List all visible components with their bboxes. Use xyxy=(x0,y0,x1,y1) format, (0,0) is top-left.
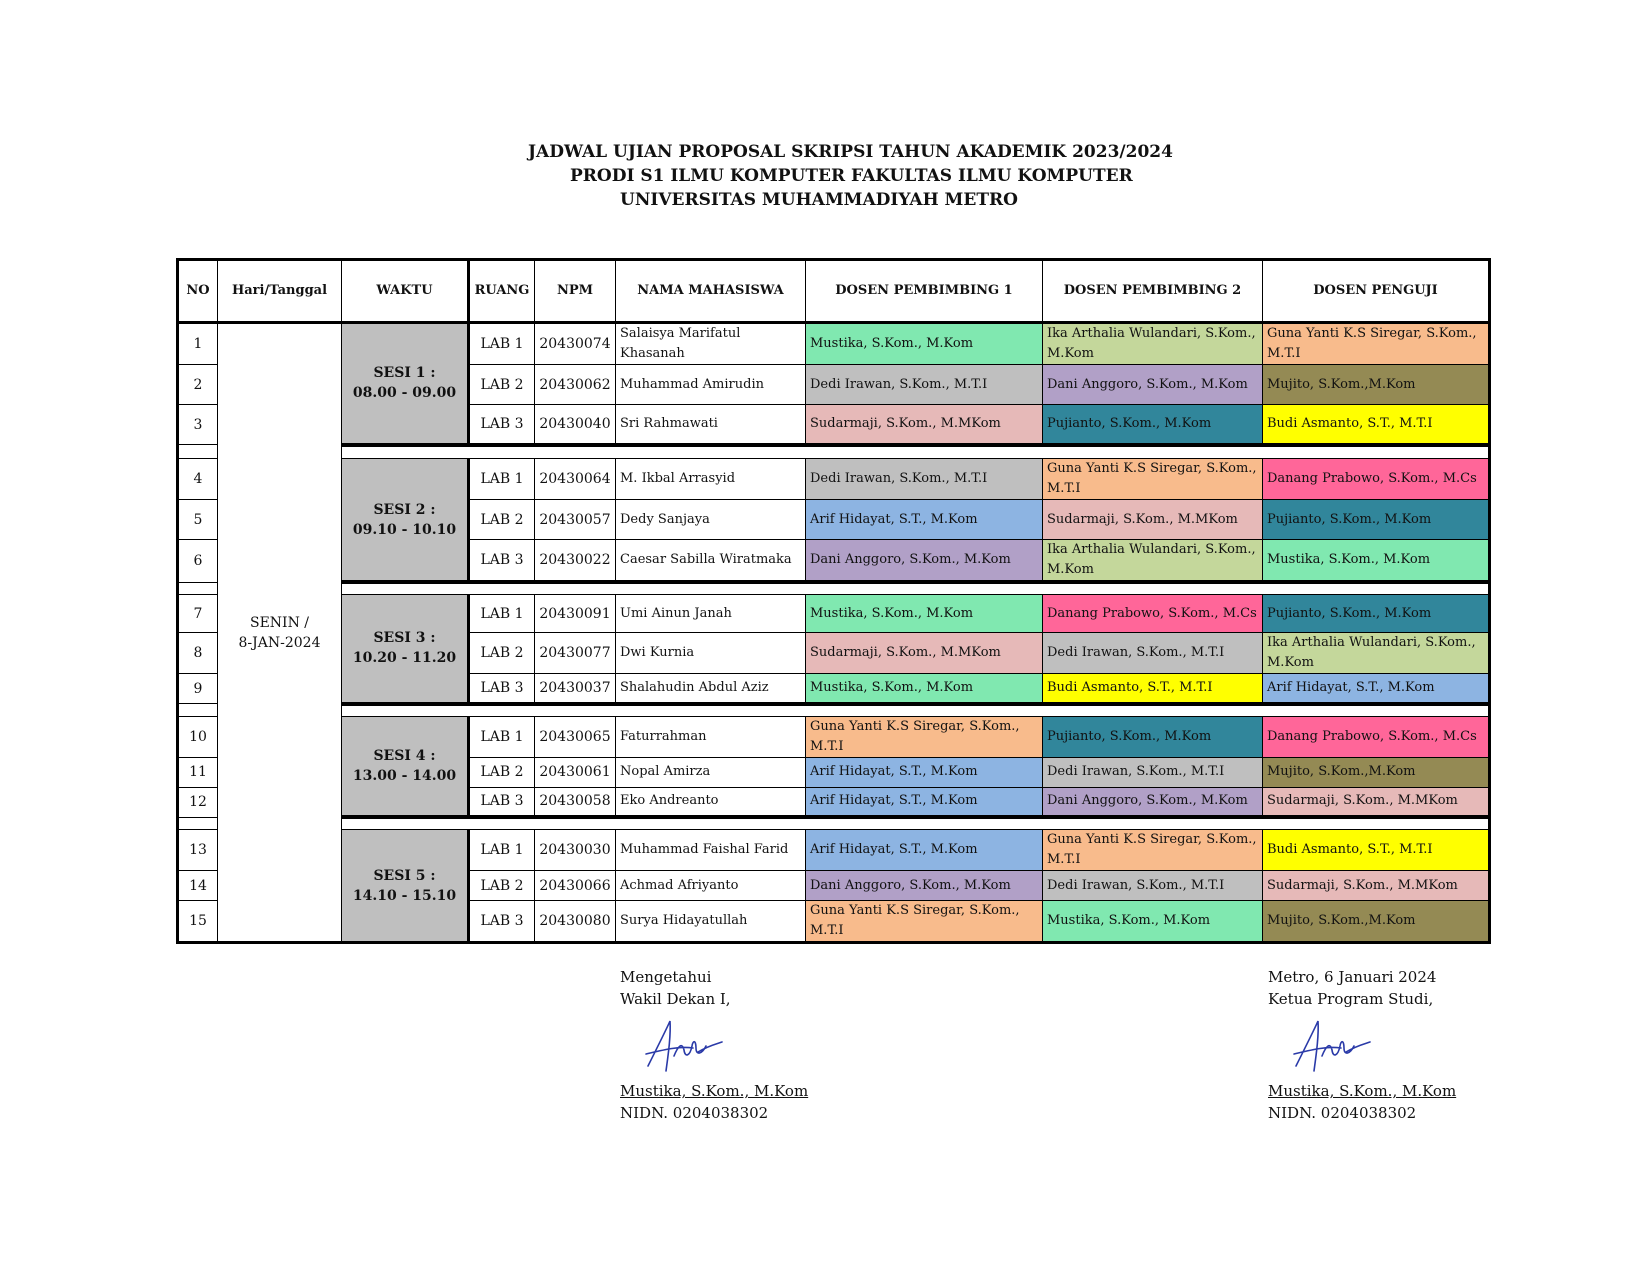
pembimbing-1-cell: Sudarmaji, S.Kom., M.MKom xyxy=(806,633,1043,674)
session-time: 10.20 - 11.20 xyxy=(352,650,457,667)
pembimbing-2-cell: Danang Prabowo, S.Kom., M.Cs xyxy=(1043,595,1263,633)
pembimbing-2-cell: Sudarmaji, S.Kom., M.MKom xyxy=(1043,500,1263,540)
room-cell: LAB 1 xyxy=(469,595,535,633)
room-cell: LAB 3 xyxy=(469,674,535,704)
row-no: 15 xyxy=(178,901,218,943)
signature-right-name: Mustika, S.Kom., M.Kom xyxy=(1268,1082,1457,1100)
separator-cell xyxy=(342,582,1490,595)
penguji-cell: Budi Asmanto, S.T., M.T.I xyxy=(1263,405,1490,445)
table-row xyxy=(178,323,1490,365)
npm-cell: 20430077 xyxy=(535,633,616,674)
row-no: 8 xyxy=(178,633,218,674)
pembimbing-1-cell: Arif Hidayat, S.T., M.Kom xyxy=(806,830,1043,871)
penguji-cell: Mustika, S.Kom., M.Kom xyxy=(1263,540,1490,583)
penguji-cell: Danang Prabowo, S.Kom., M.Cs xyxy=(1263,716,1490,757)
student-name-cell: Salaisya Marifatul Khasanah xyxy=(616,323,806,365)
student-name-cell: Muhammad Faishal Farid xyxy=(616,830,806,871)
pembimbing-2-cell: Ika Arthalia Wulandari, S.Kom., M.Kom xyxy=(1043,540,1263,583)
col-header-no: NO xyxy=(178,260,218,323)
session-label: SESI 1 : xyxy=(373,365,436,382)
col-header-nama: NAMA MAHASISWA xyxy=(616,260,806,323)
pembimbing-2-cell: Dedi Irawan, S.Kom., M.T.I xyxy=(1043,633,1263,674)
penguji-cell: Danang Prabowo, S.Kom., M.Cs xyxy=(1263,459,1490,500)
session-separator xyxy=(178,817,1490,830)
session-label: SESI 5 : xyxy=(373,867,436,884)
row-no: 3 xyxy=(178,405,218,445)
col-header-npm: NPM xyxy=(535,260,616,323)
separator-cell xyxy=(178,582,218,595)
pembimbing-1-cell: Guna Yanti K.S Siregar, S.Kom., M.T.I xyxy=(806,901,1043,943)
pembimbing-1-cell: Dedi Irawan, S.Kom., M.T.I xyxy=(806,365,1043,405)
pembimbing-1-cell: Dani Anggoro, S.Kom., M.Kom xyxy=(806,540,1043,583)
col-header-hari: Hari/Tanggal xyxy=(218,260,342,323)
row-no: 5 xyxy=(178,500,218,540)
npm-cell: 20430065 xyxy=(535,716,616,757)
session-time: 08.00 - 09.00 xyxy=(352,385,457,402)
student-name-cell: Dedy Sanjaya xyxy=(616,500,806,540)
row-no: 2 xyxy=(178,365,218,405)
student-name-cell: M. Ikbal Arrasyid xyxy=(616,459,806,500)
room-cell: LAB 3 xyxy=(469,787,535,817)
row-no: 4 xyxy=(178,459,218,500)
npm-cell: 20430062 xyxy=(535,365,616,405)
pembimbing-2-cell: Dedi Irawan, S.Kom., M.T.I xyxy=(1043,757,1263,787)
npm-cell: 20430058 xyxy=(535,787,616,817)
session-label: SESI 3 : xyxy=(373,630,436,647)
pembimbing-1-cell: Guna Yanti K.S Siregar, S.Kom., M.T.I xyxy=(806,716,1043,757)
session-time: 14.10 - 15.10 xyxy=(352,887,457,904)
room-cell: LAB 2 xyxy=(469,633,535,674)
pembimbing-1-cell: Mustika, S.Kom., M.Kom xyxy=(806,595,1043,633)
room-cell: LAB 1 xyxy=(469,716,535,757)
student-name-cell: Sri Rahmawati xyxy=(616,405,806,445)
student-name-cell: Muhammad Amirudin xyxy=(616,365,806,405)
row-no: 14 xyxy=(178,871,218,901)
room-cell: LAB 1 xyxy=(469,830,535,871)
handwritten-signature-icon xyxy=(638,1016,728,1076)
row-no: 10 xyxy=(178,716,218,757)
row-no: 11 xyxy=(178,757,218,787)
separator-cell xyxy=(178,817,218,830)
pembimbing-1-cell: Arif Hidayat, S.T., M.Kom xyxy=(806,500,1043,540)
session-cell xyxy=(342,830,469,943)
signature-left-name: Mustika, S.Kom., M.Kom xyxy=(620,1082,809,1100)
student-name-cell: Faturrahman xyxy=(616,716,806,757)
pembimbing-2-cell: Guna Yanti K.S Siregar, S.Kom., M.T.I xyxy=(1043,459,1263,500)
row-no: 7 xyxy=(178,595,218,633)
row-no: 9 xyxy=(178,674,218,704)
student-name-cell: Caesar Sabilla Wiratmaka xyxy=(616,540,806,583)
room-cell: LAB 3 xyxy=(469,405,535,445)
pembimbing-1-cell: Mustika, S.Kom., M.Kom xyxy=(806,674,1043,704)
pembimbing-2-cell: Ika Arthalia Wulandari, S.Kom., M.Kom xyxy=(1043,323,1263,365)
table-row xyxy=(178,595,1490,633)
penguji-cell: Pujianto, S.Kom., M.Kom xyxy=(1263,595,1490,633)
student-name-cell: Surya Hidayatullah xyxy=(616,901,806,943)
pembimbing-2-cell: Budi Asmanto, S.T., M.T.I xyxy=(1043,674,1263,704)
npm-cell: 20430091 xyxy=(535,595,616,633)
npm-cell: 20430074 xyxy=(535,323,616,365)
npm-cell: 20430066 xyxy=(535,871,616,901)
penguji-cell: Ika Arthalia Wulandari, S.Kom., M.Kom xyxy=(1263,633,1490,674)
session-separator xyxy=(178,704,1490,717)
penguji-cell: Sudarmaji, S.Kom., M.MKom xyxy=(1263,871,1490,901)
handwritten-signature-icon xyxy=(1286,1016,1376,1076)
session-separator xyxy=(178,582,1490,595)
separator-cell xyxy=(178,704,218,717)
pembimbing-1-cell: Dedi Irawan, S.Kom., M.T.I xyxy=(806,459,1043,500)
pembimbing-1-cell: Sudarmaji, S.Kom., M.MKom xyxy=(806,405,1043,445)
penguji-cell: Mujito, S.Kom.,M.Kom xyxy=(1263,757,1490,787)
pembimbing-2-cell: Pujianto, S.Kom., M.Kom xyxy=(1043,405,1263,445)
npm-cell: 20430037 xyxy=(535,674,616,704)
day-line-1: SENIN / xyxy=(249,614,309,631)
row-no: 13 xyxy=(178,830,218,871)
penguji-cell: Pujianto, S.Kom., M.Kom xyxy=(1263,500,1490,540)
title-line-2: PRODI S1 ILMU KOMPUTER FAKULTAS ILMU KOMPUTER xyxy=(570,166,1133,186)
room-cell: LAB 1 xyxy=(469,459,535,500)
signature-right-line1: Metro, 6 Januari 2024 xyxy=(1268,968,1437,986)
day-line-2: 8-JAN-2024 xyxy=(238,634,321,651)
pembimbing-2-cell: Pujianto, S.Kom., M.Kom xyxy=(1043,716,1263,757)
session-time: 09.10 - 10.10 xyxy=(352,521,457,538)
room-cell: LAB 2 xyxy=(469,500,535,540)
day-cell xyxy=(218,323,342,943)
npm-cell: 20430030 xyxy=(535,830,616,871)
penguji-cell: Mujito, S.Kom.,M.Kom xyxy=(1263,365,1490,405)
title-line-1: JADWAL UJIAN PROPOSAL SKRIPSI TAHUN AKADEMIK 2023/2024 xyxy=(528,142,1173,162)
pembimbing-2-cell: Mustika, S.Kom., M.Kom xyxy=(1043,901,1263,943)
signature-block-left xyxy=(620,966,808,1124)
npm-cell: 20430061 xyxy=(535,757,616,787)
session-label: SESI 4 : xyxy=(373,747,436,764)
room-cell: LAB 3 xyxy=(469,540,535,583)
penguji-cell: Budi Asmanto, S.T., M.T.I xyxy=(1263,830,1490,871)
signature-right-nidn: NIDN. 0204038302 xyxy=(1268,1104,1417,1122)
pembimbing-2-cell: Dani Anggoro, S.Kom., M.Kom xyxy=(1043,787,1263,817)
row-no: 1 xyxy=(178,323,218,365)
separator-cell xyxy=(342,817,1490,830)
session-cell xyxy=(342,716,469,817)
col-header-pembimbing-2: DOSEN PEMBIMBING 2 xyxy=(1043,260,1263,323)
student-name-cell: Nopal Amirza xyxy=(616,757,806,787)
col-header-pembimbing-1: DOSEN PEMBIMBING 1 xyxy=(806,260,1043,323)
student-name-cell: Shalahudin Abdul Aziz xyxy=(616,674,806,704)
col-header-waktu: WAKTU xyxy=(342,260,469,323)
student-name-cell: Umi Ainun Janah xyxy=(616,595,806,633)
pembimbing-1-cell: Dani Anggoro, S.Kom., M.Kom xyxy=(806,871,1043,901)
session-cell xyxy=(342,595,469,704)
header-row xyxy=(178,260,1490,323)
signature-left-line1: Mengetahui xyxy=(620,968,712,986)
pembimbing-1-cell: Arif Hidayat, S.T., M.Kom xyxy=(806,787,1043,817)
separator-cell xyxy=(178,445,218,459)
signature-left-line2: Wakil Dekan I, xyxy=(620,990,731,1008)
separator-cell xyxy=(342,445,1490,459)
penguji-cell: Sudarmaji, S.Kom., M.MKom xyxy=(1263,787,1490,817)
pembimbing-2-cell: Dani Anggoro, S.Kom., M.Kom xyxy=(1043,365,1263,405)
room-cell: LAB 3 xyxy=(469,901,535,943)
npm-cell: 20430022 xyxy=(535,540,616,583)
pembimbing-1-cell: Mustika, S.Kom., M.Kom xyxy=(806,323,1043,365)
session-cell xyxy=(342,323,469,445)
signature-left-nidn: NIDN. 0204038302 xyxy=(620,1104,769,1122)
student-name-cell: Eko Andreanto xyxy=(616,787,806,817)
npm-cell: 20430064 xyxy=(535,459,616,500)
col-header-penguji: DOSEN PENGUJI xyxy=(1263,260,1490,323)
signature-right-line2: Ketua Program Studi, xyxy=(1268,990,1434,1008)
student-name-cell: Achmad Afriyanto xyxy=(616,871,806,901)
pembimbing-1-cell: Arif Hidayat, S.T., M.Kom xyxy=(806,757,1043,787)
penguji-cell: Arif Hidayat, S.T., M.Kom xyxy=(1263,674,1490,704)
session-time: 13.00 - 14.00 xyxy=(352,767,457,784)
signature-block-right xyxy=(1268,966,1456,1124)
penguji-cell: Mujito, S.Kom.,M.Kom xyxy=(1263,901,1490,943)
col-header-ruang: RUANG xyxy=(469,260,535,323)
npm-cell: 20430080 xyxy=(535,901,616,943)
room-cell: LAB 1 xyxy=(469,323,535,365)
session-label: SESI 2 : xyxy=(373,501,436,518)
room-cell: LAB 2 xyxy=(469,757,535,787)
separator-cell xyxy=(342,704,1490,717)
npm-cell: 20430040 xyxy=(535,405,616,445)
row-no: 12 xyxy=(178,787,218,817)
row-no: 6 xyxy=(178,540,218,583)
penguji-cell: Guna Yanti K.S Siregar, S.Kom., M.T.I xyxy=(1263,323,1490,365)
pembimbing-2-cell: Guna Yanti K.S Siregar, S.Kom., M.T.I xyxy=(1043,830,1263,871)
room-cell: LAB 2 xyxy=(469,871,535,901)
room-cell: LAB 2 xyxy=(469,365,535,405)
table-row xyxy=(178,716,1490,757)
schedule-table xyxy=(176,258,1491,944)
npm-cell: 20430057 xyxy=(535,500,616,540)
pembimbing-2-cell: Dedi Irawan, S.Kom., M.T.I xyxy=(1043,871,1263,901)
table-row xyxy=(178,459,1490,500)
table-row xyxy=(178,830,1490,871)
session-separator xyxy=(178,445,1490,459)
student-name-cell: Dwi Kurnia xyxy=(616,633,806,674)
session-cell xyxy=(342,459,469,583)
title-line-3: UNIVERSITAS MUHAMMADIYAH METRO xyxy=(620,190,1018,210)
